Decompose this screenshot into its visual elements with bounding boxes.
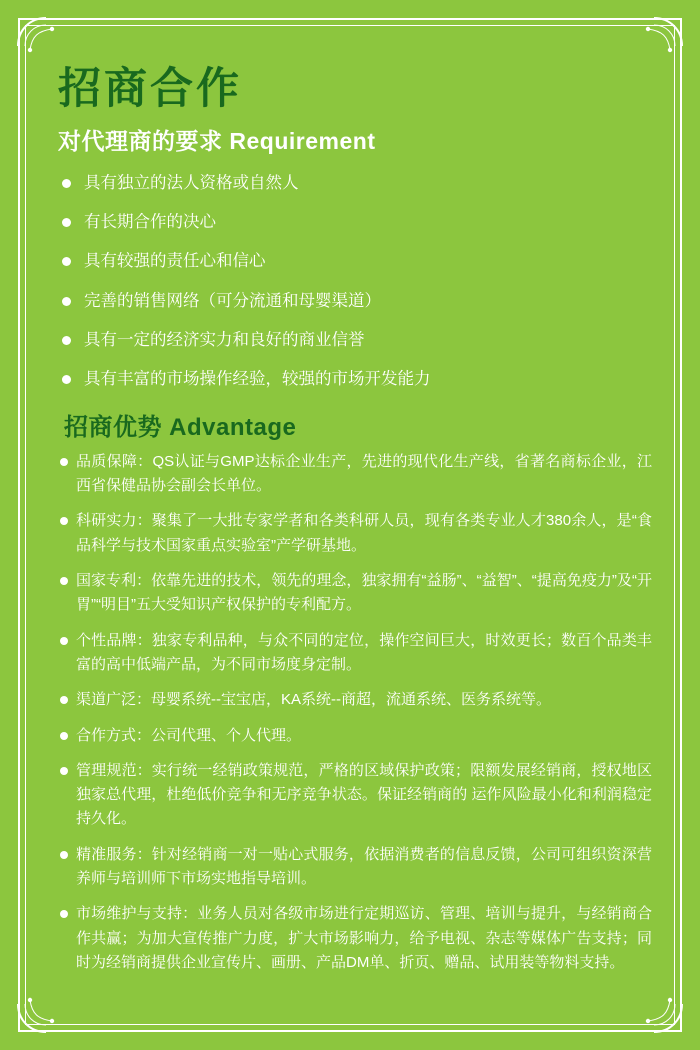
bullet-icon [60,637,68,645]
bullet-icon [62,375,71,384]
list-item-label: 科研实力：聚集了一大批专家学者和各类科研人员，现有各类专业人才380余人，是“食品科学与技术国家重点实验室”产学研基地。 [76,512,652,554]
bullet-icon [62,297,71,306]
advantage-list [58,450,652,975]
list-item-label: 渠道广泛：母婴系统--宝宝店，KA系统--商超，流通系统、医务系统等。 [76,691,551,709]
bullet-icon [62,257,71,266]
list-item-label: 管理规范：实行统一经销政策规范，严格的区域保护政策；限额发展经销商，授权地区独家总代理，杜绝低价竞争和无序竞争状态。保证经销商的 运作风险最小化和利润稳定持久化。 [76,761,652,828]
requirement-list [58,172,652,391]
list-item-label: 精准服务：针对经销商一对一贴心式服务，依据消费者的信息反馈，公司可组织资深营养师与培训师下市场实地指导培训。 [76,845,652,888]
bullet-icon [60,732,68,740]
list-item-label: 国家专利：依靠先进的技术，领先的理念，独家拥有“益肠”、“益智”、“提高免疫力”及“开胃”“明目”五大受知识产权保护的专利配方。 [76,572,652,614]
bullet-icon [60,517,68,525]
bullet-icon [60,458,68,466]
list-item-label: 个性品牌：独家专利品种，与众不同的定位，操作空间巨大，时效更长；数百个品类丰富的高中低端产品，为不同市场度身定制。 [76,631,652,673]
bullet-icon [62,336,71,345]
list-item-label: 有长期合作的决心 [84,213,216,232]
list-item [58,329,652,352]
bullet-icon [60,767,68,775]
list-item [58,509,652,558]
list-item-label: 具有一定的经济实力和良好的商业信誉 [84,330,365,349]
list-item [58,843,652,892]
list-item [58,569,652,618]
list-item [58,368,652,391]
page-title: 招商合作 [58,65,242,113]
list-item [58,250,652,273]
list-item [58,211,652,234]
list-item [58,450,652,499]
bullet-icon [62,179,71,188]
list-item [58,759,652,832]
list-item-label: 合作方式：公司代理、个人代理。 [76,726,302,744]
poster-content [58,58,652,1000]
bullet-icon [60,577,68,585]
list-item-label: 具有独立的法人资格或自然人 [84,174,299,193]
advantage-heading: 招商优势 Advantage [64,413,297,441]
list-item-label: 完善的销售网络（可分流通和母婴渠道） [84,291,381,310]
list-item-label: 具有丰富的市场操作经验，较强的市场开发能力 [84,369,431,388]
bullet-icon [60,851,68,859]
list-item-label: 具有较强的责任心和信心 [84,252,266,271]
bullet-icon [62,218,71,227]
list-item-label: 市场维护与支持：业务人员对各级市场进行定期巡访、管理、培训与提升，与经销商合作共赢；为加大宣传推广力度，扩大市场影响力，给予电视、杂志等媒体广告支持；同时为经销商提供企业宣传片、画册、产品DM单、折页、赠品、试用装等物料支持。 [76,905,652,971]
requirement-heading: 对代理商的要求 Requirement [58,128,376,155]
list-item-label: 品质保障：QS认证与GMP达标企业生产，先进的现代化生产线，省著名商标企业，江西省保健品协会副会长单位。 [76,452,652,495]
bullet-icon [60,696,68,704]
bullet-icon [60,910,68,918]
list-item [58,290,652,313]
list-item [58,629,652,678]
list-item [58,688,652,712]
list-item [58,902,652,975]
list-item [58,724,652,748]
list-item [58,172,652,195]
